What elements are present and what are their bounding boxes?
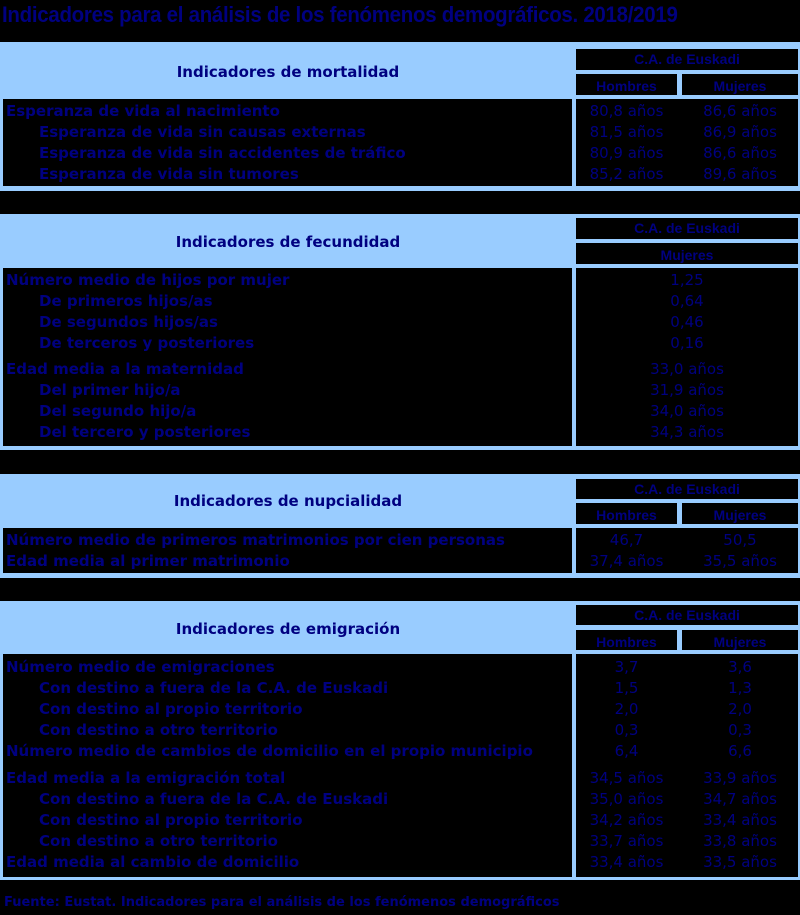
value-row bbox=[576, 359, 798, 380]
value-row bbox=[576, 741, 798, 762]
row-label: Número medio de cambios de domicilio en el propio municipio bbox=[6, 742, 533, 760]
value-mujeres: 50,5 bbox=[723, 531, 757, 549]
row-label: De terceros y posteriores bbox=[39, 334, 255, 352]
table-row bbox=[3, 270, 572, 291]
value-mujeres: 6,6 bbox=[728, 742, 752, 760]
region-header: C.A. de Euskadi bbox=[576, 218, 798, 239]
value-mujeres: 33,8 años bbox=[703, 832, 777, 850]
table-row bbox=[3, 291, 572, 312]
row-label: Edad media a la emigración total bbox=[6, 769, 286, 787]
table-row bbox=[3, 101, 572, 122]
column-header-mujeres: Mujeres bbox=[682, 503, 798, 524]
section-mortalidad bbox=[0, 42, 800, 191]
value-row bbox=[576, 164, 798, 185]
value-row bbox=[576, 678, 798, 699]
row-label: Edad media a la maternidad bbox=[6, 360, 244, 378]
table-row bbox=[3, 699, 572, 720]
section-nupcialidad bbox=[0, 474, 800, 578]
value-hombres: 81,5 años bbox=[589, 123, 664, 141]
row-label: De segundos hijos/as bbox=[39, 313, 218, 331]
column-header-hombres: Hombres bbox=[576, 503, 677, 524]
table-row bbox=[3, 789, 572, 810]
value-row bbox=[576, 401, 798, 422]
value-row bbox=[576, 422, 798, 443]
row-label: Edad media al primer matrimonio bbox=[6, 552, 290, 570]
value-row bbox=[576, 852, 798, 873]
value-mujeres: 31,9 años bbox=[650, 381, 724, 399]
section-heading: Indicadores de fecundidad bbox=[175, 233, 401, 251]
value-hombres: 80,9 años bbox=[589, 144, 664, 162]
value-hombres: 46,7 bbox=[609, 531, 644, 549]
value-row bbox=[576, 657, 798, 678]
value-hombres: 37,4 años bbox=[589, 552, 664, 570]
value-mujeres: 0,3 bbox=[728, 721, 752, 739]
region-header: C.A. de Euskadi bbox=[576, 479, 798, 499]
table-row bbox=[3, 143, 572, 164]
row-label: Edad media al cambio de domicilio bbox=[6, 853, 300, 871]
value-mujeres: 0,64 bbox=[670, 292, 704, 310]
value-hombres: 33,7 años bbox=[589, 832, 664, 850]
values-column bbox=[576, 99, 798, 186]
row-label: Con destino a fuera de la C.A. de Euskadi bbox=[39, 679, 389, 697]
row-label: Esperanza de vida sin tumores bbox=[39, 165, 299, 183]
value-row bbox=[576, 810, 798, 831]
row-label: Con destino a otro territorio bbox=[39, 832, 278, 850]
value-mujeres: 86,9 años bbox=[703, 123, 777, 141]
table-row bbox=[3, 530, 572, 551]
value-hombres: 35,0 años bbox=[589, 790, 664, 808]
table-row bbox=[3, 657, 572, 678]
row-label: Número medio de hijos por mujer bbox=[6, 271, 290, 289]
table-row bbox=[3, 768, 572, 789]
value-mujeres: 2,0 bbox=[728, 700, 752, 718]
value-mujeres: 0,16 bbox=[670, 334, 704, 352]
value-hombres: 34,2 años bbox=[589, 811, 664, 829]
source-footer: Fuente: Eustat. Indicadores para el análisis de los fenómenos demográficos bbox=[4, 895, 560, 910]
row-label: Con destino al propio territorio bbox=[39, 811, 303, 829]
section-emigracion bbox=[0, 601, 800, 880]
row-label: De primeros hijos/as bbox=[39, 292, 213, 310]
table-row bbox=[3, 380, 572, 401]
value-mujeres: 34,7 años bbox=[703, 790, 777, 808]
column-header-mujeres: Mujeres bbox=[682, 74, 798, 95]
table-row bbox=[3, 551, 572, 572]
table-row bbox=[3, 720, 572, 741]
values-column bbox=[576, 268, 798, 446]
row-label: Con destino a otro territorio bbox=[39, 721, 278, 739]
table-row bbox=[3, 359, 572, 380]
table-row bbox=[3, 333, 572, 354]
value-row bbox=[576, 720, 798, 741]
row-label: Del segundo hijo/a bbox=[39, 402, 197, 420]
page-title: Indicadores para el análisis de los fenómenos demográficos. 2018/2019 bbox=[2, 2, 678, 27]
table-row bbox=[3, 401, 572, 422]
column-header-hombres: Hombres bbox=[576, 74, 677, 95]
row-label: Esperanza de vida al nacimiento bbox=[6, 102, 280, 120]
labels-column bbox=[3, 654, 572, 877]
value-mujeres: 33,9 años bbox=[703, 769, 777, 787]
labels-column bbox=[3, 268, 572, 446]
table-row bbox=[3, 422, 572, 443]
value-row bbox=[576, 831, 798, 852]
labels-column bbox=[3, 99, 572, 186]
value-row bbox=[576, 143, 798, 164]
value-row bbox=[576, 380, 798, 401]
value-hombres: 33,4 años bbox=[589, 853, 664, 871]
value-row bbox=[576, 101, 798, 122]
row-label: Esperanza de vida sin causas externas bbox=[39, 123, 366, 141]
row-label: Con destino a fuera de la C.A. de Euskadi bbox=[39, 790, 389, 808]
value-hombres: 1,5 bbox=[614, 679, 639, 697]
row-label: Con destino al propio territorio bbox=[39, 700, 303, 718]
table-row bbox=[3, 678, 572, 699]
values-column bbox=[576, 654, 798, 877]
value-mujeres: 33,0 años bbox=[650, 360, 724, 378]
value-row bbox=[576, 122, 798, 143]
value-mujeres: 1,25 bbox=[670, 271, 704, 289]
value-mujeres: 86,6 años bbox=[703, 102, 777, 120]
value-row bbox=[576, 291, 798, 312]
row-label: Del primer hijo/a bbox=[39, 381, 181, 399]
value-mujeres: 33,5 años bbox=[703, 853, 777, 871]
value-mujeres: 34,0 años bbox=[650, 402, 724, 420]
value-hombres: 34,5 años bbox=[589, 769, 664, 787]
section-heading: Indicadores de emigración bbox=[175, 620, 401, 638]
section-heading: Indicadores de nupcialidad bbox=[173, 492, 403, 510]
value-row bbox=[576, 789, 798, 810]
value-row bbox=[576, 333, 798, 354]
row-label: Número medio de primeros matrimonios por cien personas bbox=[6, 531, 505, 549]
table-row bbox=[3, 164, 572, 185]
value-row bbox=[576, 699, 798, 720]
value-row bbox=[576, 768, 798, 789]
value-hombres: 80,8 años bbox=[589, 102, 664, 120]
table-row bbox=[3, 741, 572, 762]
column-header-mujeres: Mujeres bbox=[576, 243, 798, 264]
values-column bbox=[576, 528, 798, 573]
table-row bbox=[3, 852, 572, 873]
value-mujeres: 0,46 bbox=[670, 313, 704, 331]
value-row bbox=[576, 551, 798, 572]
value-row bbox=[576, 530, 798, 551]
row-label: Del tercero y posteriores bbox=[39, 423, 251, 441]
value-mujeres: 86,6 años bbox=[703, 144, 777, 162]
value-row bbox=[576, 312, 798, 333]
value-mujeres: 1,3 bbox=[728, 679, 752, 697]
value-mujeres: 89,6 años bbox=[703, 165, 777, 183]
value-mujeres: 34,3 años bbox=[650, 423, 724, 441]
column-header-hombres: Hombres bbox=[576, 630, 677, 650]
section-fecundidad bbox=[0, 214, 800, 450]
value-hombres: 3,7 bbox=[614, 658, 639, 676]
value-hombres: 0,3 bbox=[614, 721, 639, 739]
table-row bbox=[3, 810, 572, 831]
row-label: Número medio de emigraciones bbox=[6, 658, 275, 676]
labels-column bbox=[3, 528, 572, 573]
table-row bbox=[3, 122, 572, 143]
region-header: C.A. de Euskadi bbox=[576, 49, 798, 70]
value-mujeres: 33,4 años bbox=[703, 811, 777, 829]
value-mujeres: 3,6 bbox=[728, 658, 752, 676]
table-row bbox=[3, 312, 572, 333]
table-row bbox=[3, 831, 572, 852]
row-label: Esperanza de vida sin accidentes de tráfico bbox=[39, 144, 406, 162]
value-hombres: 2,0 bbox=[614, 700, 639, 718]
value-row bbox=[576, 270, 798, 291]
column-header-mujeres: Mujeres bbox=[682, 630, 798, 650]
section-heading: Indicadores de mortalidad bbox=[176, 63, 400, 81]
region-header: C.A. de Euskadi bbox=[576, 605, 798, 625]
value-hombres: 85,2 años bbox=[589, 165, 664, 183]
value-mujeres: 35,5 años bbox=[703, 552, 777, 570]
value-hombres: 6,4 bbox=[614, 742, 639, 760]
